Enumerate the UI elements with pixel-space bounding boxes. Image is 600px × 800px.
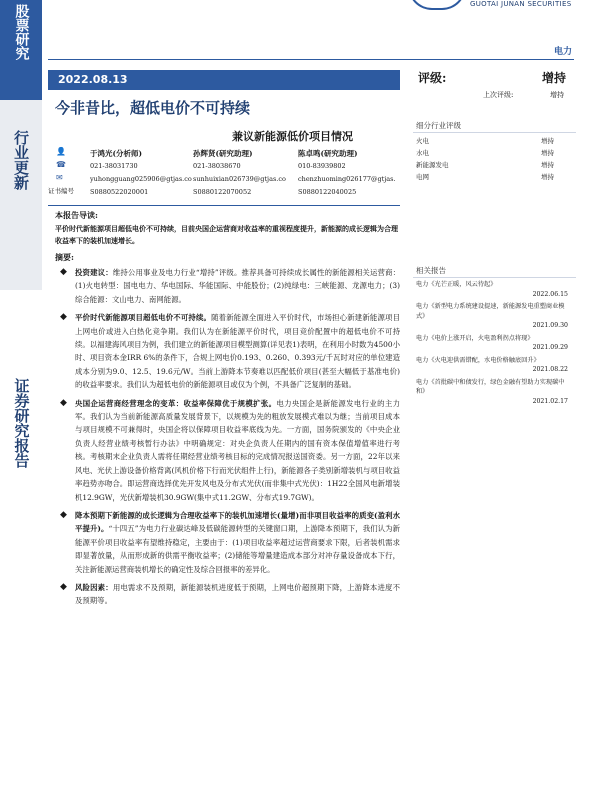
sub-industry-name: 水电 [416, 149, 429, 157]
left-sidebar [0, 0, 42, 800]
bullet-icon: ◆ [60, 397, 67, 408]
previous-rating-value: 增持 [550, 91, 564, 99]
bullet-text: 电力央国企是新能源发电行业的主力军。我们认为当前新能源高质量发展背景下，以规模为先的粗放发展模式难以为继；当前项目成本与项目规模不可兼得时，央国企将以保障项目收益率底线为先。一方面，国务院颁发的《中央企业负责人经营业绩考核暂行办法》中明确规定：对央企负责人任期内的国有资本保值增值率进行考核。考核期末企业负责人需将任期经营业绩考核目标的完成情况报送国资委。另一方面，22年以来风电、光伏上游设备价格背离(风机价格下行而光伏组件上行)，新能源各子类别新增装机与项目收益率趋势亦吻合。即运营商选择优先开发风电及分布式光伏(而非集中式光伏)：1H22全国风电新增装机12.9GW，光伏新增装机30.9GW(集中式11.2GW、分布式19.7GW)。 [75, 398, 400, 502]
list-item [58, 581, 400, 608]
table-row [416, 135, 576, 147]
author-2-cert: S0880122070052 [193, 188, 252, 196]
header-divider [48, 59, 574, 60]
report-date: 2022.08.13 [58, 73, 128, 86]
related-report-title[interactable]: 电力《光芒正暖，风云待起》 [416, 281, 497, 288]
bullet-text: 用电需求不及预期，新能源装机进度低于预期，上网电价超预期下降，上游降本进度不及预期等。 [75, 582, 400, 606]
sub-industry-divider [413, 132, 576, 133]
bullet-text: 随着新能源全面进入平价时代，市场担心新建新能源项目上网电价或进入白热化竞争期。我们认为在新能源平价时代，项目竞价配置中的超低电价不可持续。以福建海风项目为例，我们建立的新能源项目模型测算(详见表1)表明，在利用小时数为4500小时、项目资本金IRR 6%的条件下，合规上网电价0.193、0.260、0.393元/千瓦时对应的单位建造成本分别为9.0、12.5、19.6元/W。当前上游降本节奏难以匹配低价项目(甚至大幅低于基准电价)的收益率要求。我们认为超低电价的新能源项目或仅为个例，不具备广泛复制的基础。 [75, 313, 400, 390]
sub-industry-rating: 增持 [541, 173, 554, 181]
list-item[interactable] [416, 378, 568, 407]
sub-industry-name: 新能源发电 [416, 161, 449, 169]
sub-industry-rating: 增持 [541, 149, 554, 157]
list-item [58, 311, 400, 391]
summary-heading: 摘要: [55, 252, 74, 262]
author-3-phone: 010-83939802 [298, 162, 346, 170]
author-1-phone: 021-38031730 [90, 162, 138, 170]
list-item [58, 266, 400, 306]
author-block [48, 147, 400, 203]
summary-bullets [58, 266, 400, 613]
related-report-title[interactable]: 电力《电价上涨开启，火电盈利拐点将现》 [416, 334, 534, 342]
bullet-text: 维持公用事业及电力行业“增持”评级。推荐具备可持续成长属性的新能源相关运营商：(1)火电转型：国电电力、华电国际、华能国际、中能股份；(2)纯绿电：三峡能源、龙源电力；(3)综合能源：文山电力、南网能源。 [75, 268, 400, 304]
sidebar-block-industry-update [0, 100, 42, 290]
sidebar-label-securities-report: 证券研究报告 [12, 378, 31, 468]
related-report-date: 2021.02.17 [532, 397, 568, 405]
sector-tag: 电力 [553, 47, 572, 57]
previous-rating-label: 上次评级: [483, 91, 514, 99]
related-report-date: 2022.06.15 [532, 290, 568, 298]
sub-industry-heading: 细分行业评级 [416, 121, 461, 130]
brand-name: GUOTAI JUNAN SECURITIES [470, 0, 572, 8]
author-3-cert: S0880122040025 [298, 188, 357, 196]
table-row [416, 147, 576, 159]
sub-industry-rating: 增持 [541, 137, 554, 145]
guide-body: 平价时代新能源项目超低电价不可持续，目前央国企运营商对收益率的重视程度提升，新能源的成长逻辑为合理收益率下的装机加速增长。 [55, 224, 398, 245]
author-3-email[interactable]: chenzhuoming026177@gtjas. [298, 175, 396, 183]
related-report-date: 2021.09.29 [532, 344, 568, 351]
sub-industry-rating: 增持 [541, 161, 554, 169]
author-icons [56, 147, 68, 186]
cert-label: 证书编号 [48, 187, 74, 195]
bullet-icon: ◆ [60, 581, 67, 592]
related-report-date: 2021.08.22 [532, 366, 568, 373]
list-item[interactable] [416, 280, 568, 299]
table-row [416, 171, 576, 183]
list-item[interactable] [416, 302, 568, 331]
bullet-heading: 平价时代新能源项目超低电价不可持续。 [75, 313, 212, 323]
author-1-email[interactable]: yuhongguang025906@gtjas.co [90, 175, 192, 183]
sub-industry-name: 电网 [416, 173, 429, 181]
bullet-text: “十四五”为电力行业碳达峰及低碳能源转型的关键窗口期，上游降本预期下，我们认为新能源平价项目收益率有望维持稳定，主要由于：(1)项目收益率超过运营商要求下限，后者装机需求即显著放量，从而形成新的供需平衡收益率；(2)储能等增量建造成本部分对冲存量设备成本下行，关注新能源运营商装机增长的确定性及综合回报率的差异化。 [75, 524, 401, 574]
person-icon: 👤 [56, 147, 66, 156]
author-1-cert: S0880522020001 [90, 188, 149, 196]
author-1 [90, 147, 192, 199]
phone-icon: ☎ [56, 160, 66, 169]
list-item [58, 509, 400, 576]
author-2-email[interactable]: sunhuixian026739@gtjas.co [193, 175, 286, 183]
rating-value: 增持 [541, 71, 566, 85]
rating-label: 评级: [418, 71, 447, 85]
sidebar-block-securities-report [0, 290, 42, 800]
email-icon: ✉ [56, 173, 63, 182]
report-title: 今非昔比，超低电价不可持续 [55, 99, 251, 117]
related-report-title[interactable]: 电力《新型电力系统建设提速，新能源发电重塑商业模式》 [416, 303, 565, 320]
bullet-heading: 央国企运营商经营理念的变革：收益率保障优于规模扩张。 [75, 398, 277, 408]
company-logo-icon [408, 0, 466, 10]
related-reports-heading: 相关报告 [416, 266, 446, 275]
related-reports-list [416, 280, 568, 409]
author-3-name: 陈卓鸣(研究助理) [298, 149, 358, 158]
sidebar-block-stock-research [0, 0, 42, 100]
related-report-date: 2021.09.30 [532, 322, 568, 329]
bullet-heading: 降本预期下新能源的成长逻辑为合理收益率下的装机加速增长(量增)而非项目收益率的质变(盈利水平提升)。 [75, 510, 400, 534]
list-item[interactable] [416, 334, 568, 353]
related-report-title[interactable]: 电力《火电迎供需错配，水电价格触底回升》 [416, 356, 540, 364]
list-item [58, 397, 400, 504]
guide-heading: 本报告导读: [55, 210, 98, 220]
author-2-phone: 021-38038670 [193, 162, 241, 170]
bullet-icon: ◆ [60, 312, 67, 323]
report-subtitle: 兼议新能源低价项目情况 [232, 130, 353, 143]
sidebar-label-industry-update: 行业更新 [12, 130, 30, 190]
bullet-heading: 投资建议： [75, 268, 113, 277]
author-2-name: 孙辉贤(研究助理) [193, 149, 253, 158]
guide-divider [48, 205, 400, 206]
author-3 [298, 147, 396, 199]
bullet-icon: ◆ [60, 267, 67, 277]
bullet-icon: ◆ [60, 509, 67, 520]
list-item[interactable] [416, 356, 568, 375]
table-row [416, 159, 576, 171]
sub-industry-name: 火电 [416, 137, 429, 145]
author-1-name: 于鸿光(分析师) [90, 149, 143, 158]
sidebar-label-stock-research: 股票研究 [13, 4, 30, 60]
related-reports-divider [413, 277, 576, 278]
sub-industry-table [416, 135, 576, 183]
bullet-heading: 风险因素： [75, 582, 113, 592]
author-2 [193, 147, 286, 199]
related-report-title[interactable]: 电力《首批碳中和债发行，绿色金融有望助力实现碳中和》 [416, 378, 565, 395]
